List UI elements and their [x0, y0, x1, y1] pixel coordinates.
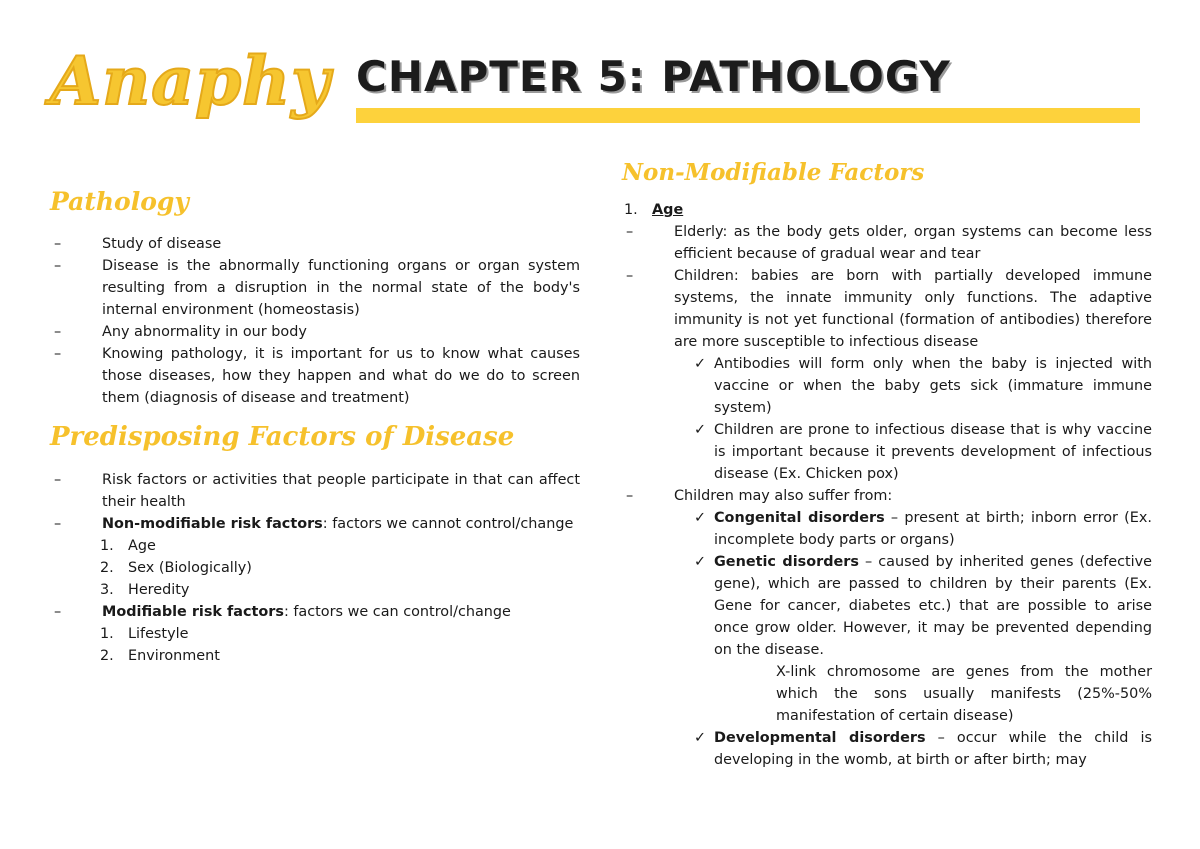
nonmodifiable-list — [50, 535, 580, 601]
list-text: Heredity — [128, 582, 190, 599]
suffer-intro-item: – Children may also suffer from: — [622, 485, 1152, 507]
pathology-item: – Disease is the abnormally functioning organs or organ system resulting from a disruption in the normal state of the body's internal environment (homeostasis) — [50, 255, 580, 321]
checkmark-icon: ✓ — [694, 554, 707, 571]
modifiable-item — [50, 601, 580, 623]
list-number: 1. — [100, 626, 114, 643]
checkmark-icon: ✓ — [694, 730, 707, 747]
checkmark-icon: ✓ — [694, 510, 707, 527]
predisposing-heading: Predisposing Factors of Disease — [50, 421, 515, 452]
list-number: 3. — [100, 582, 114, 599]
nonmodifiable-factors-heading: Non-Modifiable Factors — [622, 159, 925, 186]
congenital-term: Congenital disorders — [714, 510, 885, 527]
list-text: Environment — [128, 648, 220, 665]
nonmodifiable-item — [50, 513, 580, 535]
list-number: 1. — [100, 538, 114, 555]
list-item — [100, 579, 580, 601]
check-text: Children are prone to infectious disease that is why vaccine is important because it prevents development of infectious disease (Ex. Chicken pox) — [714, 422, 1152, 483]
pathology-item: – Study of disease — [50, 233, 580, 255]
modifiable-list — [50, 623, 580, 667]
risk-factors-item: – Risk factors or activities that people participate in that can affect their health — [50, 469, 580, 513]
check-item — [674, 551, 1152, 661]
genetic-term: Genetic disorders — [714, 554, 859, 571]
chapter-title: CHAPTER 5: PATHOLOGY — [356, 52, 951, 101]
check-item — [674, 507, 1152, 551]
age-item — [624, 199, 1152, 221]
list-item — [100, 623, 580, 645]
disorders-check-list — [622, 507, 1152, 661]
list-text: Lifestyle — [128, 626, 189, 643]
developmental-term: Developmental disorders — [714, 730, 926, 747]
predisposing-list — [50, 469, 580, 535]
suffer-list — [622, 485, 1152, 507]
children-item: – Children: babies are born with partially developed immune systems, the innate immunity only functions. The adaptive immunity is not yet functional (formation of antibodies) therefore are more susceptible to infectious disease — [622, 265, 1152, 353]
check-item — [674, 353, 1152, 419]
list-number: 2. — [100, 648, 114, 665]
age-list — [622, 199, 1152, 221]
list-item — [100, 557, 580, 579]
genetic-definition: – caused by inherited genes (defective gene), which are passed to children by their parents (Ex. Gene for cancer, diabetes etc.) that are possible to arise once grow older. However, it may be prevented depending on the disease. — [714, 554, 1152, 659]
xlink-note: X-link chromosome are genes from the mother which the sons usually manifests (25%-50% manifestation of certain disease) — [776, 664, 1152, 725]
list-number: 1. — [624, 202, 638, 219]
age-details-list — [622, 221, 1152, 353]
modifiable-definition: : factors we can control/change — [283, 604, 511, 621]
title-underline-bar — [356, 108, 1140, 123]
left-column — [50, 188, 580, 667]
nonmodifiable-definition: : factors we cannot control/change — [322, 516, 574, 533]
developmental-check-list — [622, 727, 1152, 771]
elderly-item: – Elderly: as the body gets older, organ systems can become less efficient because of gradual wear and tear — [622, 221, 1152, 265]
pathology-list — [50, 233, 580, 409]
nonmodifiable-term: Non-modifiable risk factors — [102, 516, 323, 533]
list-text: Age — [128, 538, 156, 555]
check-item — [674, 419, 1152, 485]
checkmark-icon: ✓ — [694, 422, 707, 439]
list-item — [100, 645, 580, 667]
congenital-definition: – present at birth; inborn error (Ex. incomplete body parts or organs) — [714, 510, 1152, 549]
developmental-definition: – occur while the child is developing in the womb, at birth or after birth; may — [714, 730, 1152, 769]
list-text: Sex (Biologically) — [128, 560, 252, 577]
children-check-list — [622, 353, 1152, 485]
modifiable-section — [50, 601, 580, 623]
anaphy-logo: Anaphy — [50, 42, 331, 120]
check-text: Antibodies will form only when the baby is injected with vaccine or when the baby gets sick (immature immune system) — [714, 356, 1152, 417]
pathology-item: – Any abnormality in our body — [50, 321, 580, 343]
list-item — [100, 535, 580, 557]
check-item — [674, 727, 1152, 771]
checkmark-icon: ✓ — [694, 356, 707, 373]
age-label: Age — [652, 202, 684, 219]
pathology-item: – Knowing pathology, it is important for us to know what causes those diseases, how they happen and what do we do to screen them (diagnosis of disease and treatment) — [50, 343, 580, 409]
pathology-heading: Pathology — [50, 187, 189, 216]
right-column — [622, 160, 1152, 771]
modifiable-term: Modifiable risk factors — [102, 604, 284, 621]
list-number: 2. — [100, 560, 114, 577]
